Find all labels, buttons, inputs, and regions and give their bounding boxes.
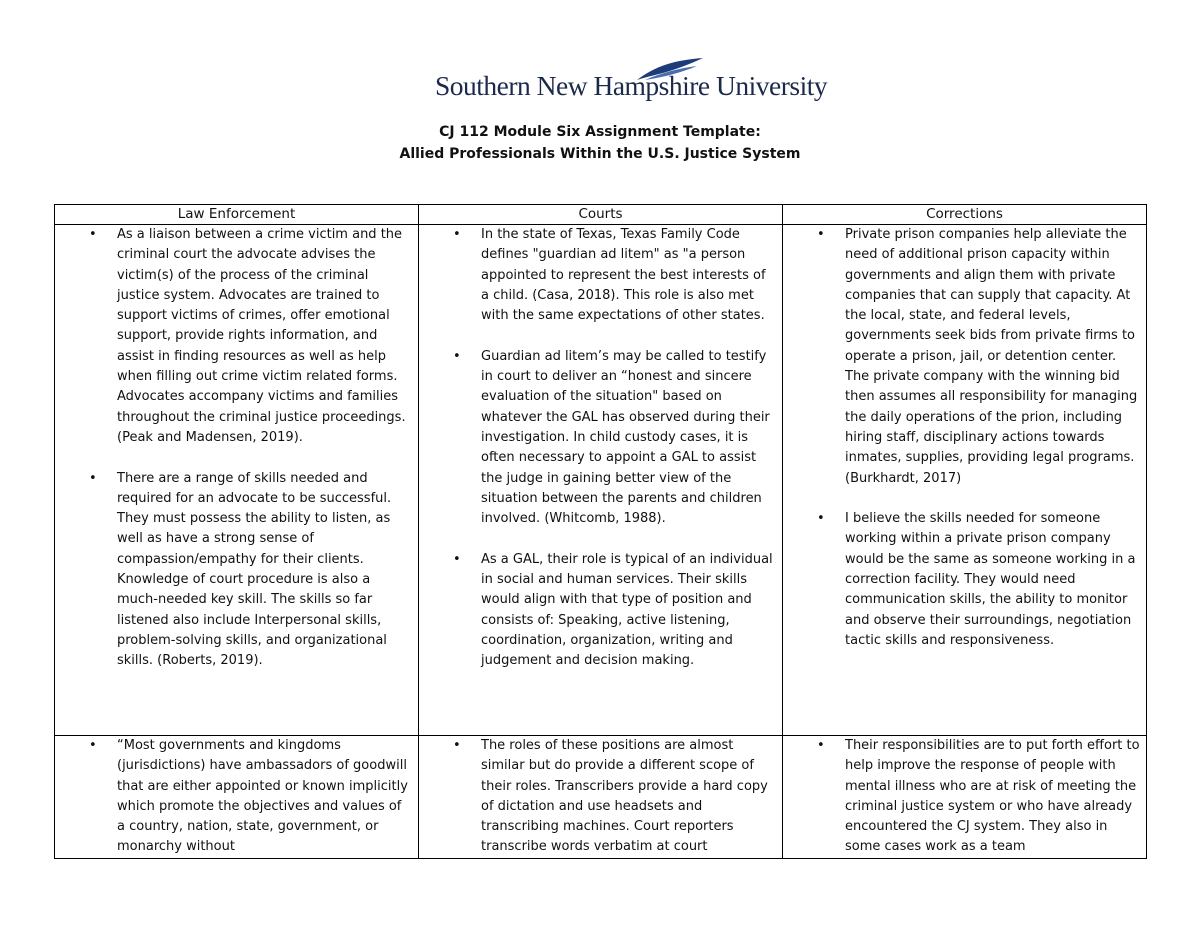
header-courts: Courts (419, 205, 783, 225)
cell-courts (419, 225, 783, 736)
document-title (0, 121, 1200, 165)
university-logo (435, 56, 828, 106)
bullet-text: In the state of Texas, Texas Family Code defines "guardian ad litem" as "a person appointed to represent the best interests of a child. (Casa, 2018). This role is also met with the same expectations of other states. (481, 227, 766, 324)
table-header-row (55, 205, 1147, 225)
allied-professionals-table (54, 204, 1147, 859)
table-row (55, 225, 1147, 736)
list-item (783, 509, 1146, 651)
bullet-text: I believe the skills needed for someone working within a private prison company would be the same as someone working in a correction facility. They would need communication skills, the ability to monitor and observe their surroundings, negotiation tactic skills and responsiveness. (845, 511, 1136, 648)
header-corrections: Corrections (783, 205, 1147, 225)
bullet-text: Guardian ad litem’s may be called to testify in court to deliver an “honest and sincere evaluation of the situation" based on whatever the GAL has observed during their investigation. In child custody cases, it is often necessary to appoint a GAL to assist the judge in gaining better view of the situation between the parents and children involved. (Whitcomb, 1988). (481, 348, 770, 527)
list-item (419, 550, 782, 672)
bullet-dot-icon: • (453, 348, 461, 364)
bullet-dot-icon: • (817, 738, 825, 753)
list-item (55, 469, 418, 672)
bullet-text: As a liaison between a crime victim and the criminal court the advocate advises the victim(s) of the process of the criminal justice system. Advocates are trained to support victims of crimes, offer emotional support, provide rights information, and assist in finding resources as well as help when filling out crime victim related forms. Advocates accompany victims and families throughout the criminal justice proceedings. (Peak and Madensen, 2019). (117, 227, 406, 445)
bullet-text: There are a range of skills needed and required for an advocate to be successful. They must possess the ability to listen, as well as have a strong sense of compassion/empathy for their clients. Knowledge of court procedure is also a much-needed key skill. The skills so far listened also include Interpersonal skills, problem-solving skills, and organizational skills. (Roberts, 2019). (117, 470, 392, 669)
bullet-dot-icon: • (453, 227, 461, 242)
cell-law-enforcement (55, 225, 419, 736)
list-item (783, 225, 1146, 489)
list-item (419, 736, 782, 858)
list-item (419, 347, 782, 530)
bullet-dot-icon: • (453, 551, 461, 567)
bullet-text: Private prison companies help alleviate the need of additional prison capacity within governments and align them with private companies that can supply that capacity. At the local, state, and federal levels, governments seek bids from private firms to operate a prison, jail, or detention center. The private company with the winning bid then assumes all responsibility for managing the daily operations of the prion, including hiring staff, disciplinary actions towards inmates, supplies, providing legal programs. (Burkhardt, 2017) (845, 227, 1138, 486)
bullet-text: The roles of these positions are almost similar but do provide a different scope of their roles. Transcribers provide a hard copy of dictation and use headsets and transcribing machines. Court reporters transcribe words verbatim at court (481, 738, 768, 855)
bullet-dot-icon: • (453, 738, 461, 753)
table-row (55, 736, 1147, 859)
cell-law-enforcement (55, 736, 419, 859)
cell-courts (419, 736, 783, 859)
title-line-1: CJ 112 Module Six Assignment Template: (439, 124, 761, 140)
bullet-dot-icon: • (817, 227, 825, 242)
bullet-dot-icon: • (89, 738, 97, 753)
header-law-enforcement: Law Enforcement (55, 205, 419, 225)
list-item (55, 736, 418, 858)
list-item (55, 225, 418, 448)
bullet-text: “Most governments and kingdoms (jurisdictions) have ambassadors of goodwill that are either appointed or known implicitly which promote the objectives and values of a country, nation, state, government, or monarchy without (117, 738, 408, 855)
bullet-dot-icon: • (89, 227, 97, 242)
list-item (419, 225, 782, 326)
cell-corrections (783, 736, 1147, 859)
bullet-text: As a GAL, their role is typical of an individual in social and human services. Their skills would align with that type of position and consists of: Speaking, active listening, coordination, organization, writing and judgement and decision making. (481, 551, 773, 669)
bullet-text: Their responsibilities are to put forth effort to help improve the response of people with mental illness who are at risk of meeting the criminal justice system or who have already encountered the CJ system. They also in some cases work as a team (845, 738, 1140, 855)
cell-corrections (783, 225, 1147, 736)
logo-wordmark: Southern New Hampshire University (435, 70, 828, 101)
title-line-2: Allied Professionals Within the U.S. Justice System (399, 146, 801, 162)
list-item (783, 736, 1146, 858)
bullet-dot-icon: • (89, 470, 97, 486)
bullet-dot-icon: • (817, 511, 825, 527)
